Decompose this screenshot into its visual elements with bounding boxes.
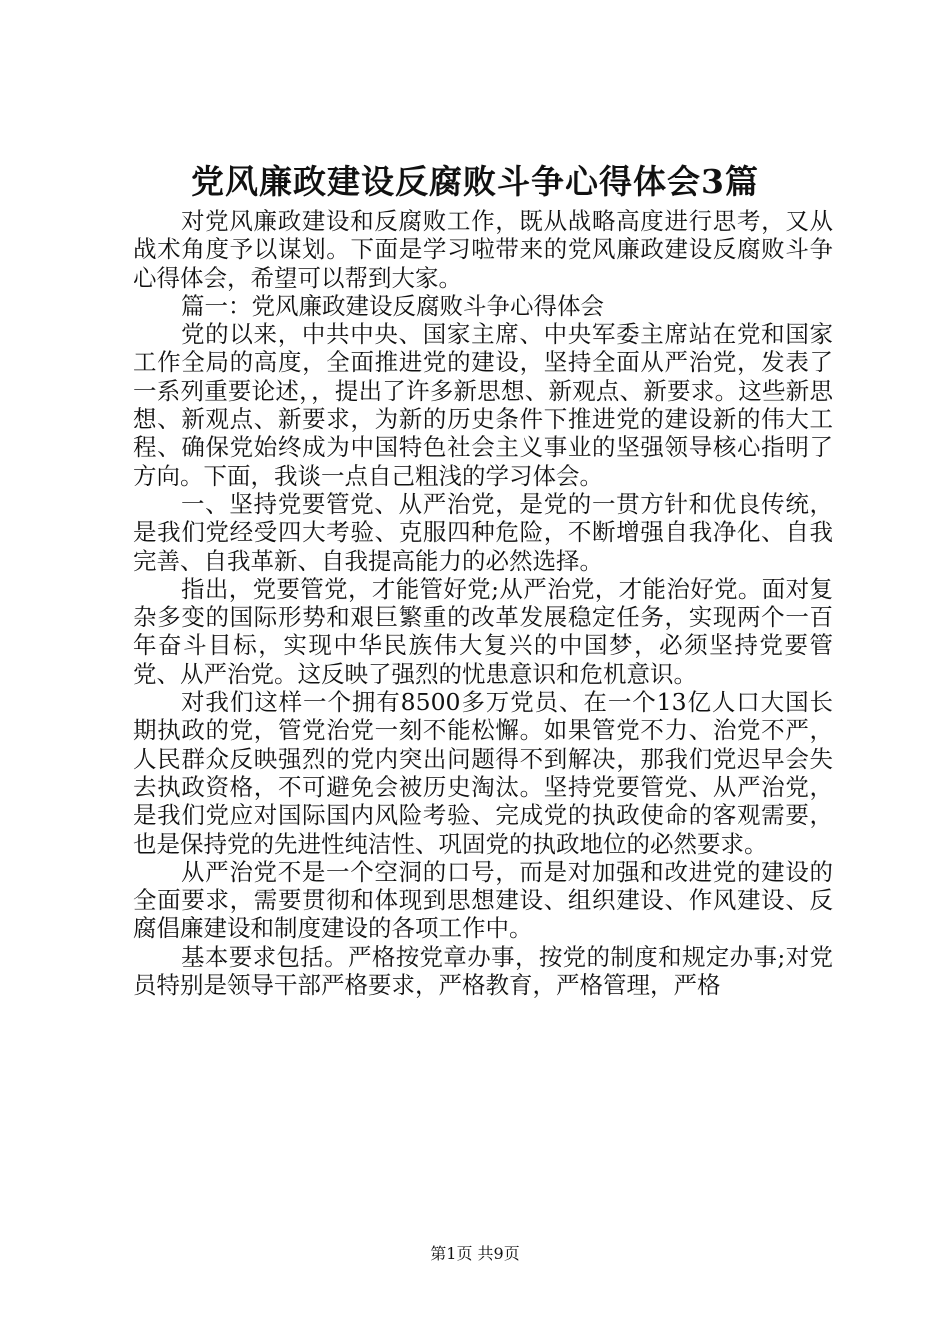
paragraph: 基本要求包括。严格按党章办事，按党的制度和规定办事;对党员特别是领导干部严格要求，严格教育，严格管理，严格 bbox=[133, 942, 833, 1000]
paragraph: 党的以来，中共中央、国家主席、中央军委主席站在党和国家工作全局的高度，全面推进党的建设，坚持全面从严治党，发表了一系列重要论述，，提出了许多新思想、新观点、新要求。这些新思想、新观点、新要求，为新的历史条件下推进党的建设新的伟大工程、确保党始终成为中国特色社会主义事业的坚强领导核心指明了方向。下面，我谈一点自己粗浅的学习体会。 bbox=[133, 320, 833, 490]
document-title: 党风廉政建设反腐败斗争心得体会3篇 bbox=[191, 162, 759, 201]
paragraph: 指出，党要管党，才能管好党;从严治党，才能治好党。面对复杂多变的国际形势和艰巨繁重的改革发展稳定任务，实现两个一百年奋斗目标，实现中华民族伟大复兴的中国梦，必须坚持党要管党、从严治党。这反映了强烈的忧患意识和危机意识。 bbox=[133, 574, 833, 688]
page-number-footer: 第1页 共9页 bbox=[430, 1244, 520, 1263]
paragraph: 一、坚持党要管党、从严治党，是党的一贯方针和优良传统，是我们党经受四大考验、克服四种危险，不断增强自我净化、自我完善、自我革新、自我提高能力的必然选择。 bbox=[133, 489, 833, 575]
paragraph-section-heading: 篇一：党风廉政建设反腐败斗争心得体会 bbox=[181, 291, 604, 320]
paragraph-intro: 对党风廉政建设和反腐败工作，既从战略高度进行思考，又从战术角度予以谋划。下面是学习啦带来的党风廉政建设反腐败斗争心得体会，希望可以帮到大家。 bbox=[133, 207, 833, 292]
paragraph: 对我们这样一个拥有8500多万党员、在一个13亿人口大国长期执政的党，管党治党一刻不能松懈。如果管党不力、治党不严，人民群众反映强烈的党内突出问题得不到解决，那我们党迟早会失去执政资格，不可避免会被历史淘汰。坚持党要管党、从严治党，是我们党应对国际国内风险考验、完成党的执政使命的客观需要，也是保持党的先进性纯洁性、巩固党的执政地位的必然要求。 bbox=[133, 688, 833, 858]
paragraph: 从严治党不是一个空洞的口号，而是对加强和改进党的建设的全面要求，需要贯彻和体现到思想建设、组织建设、作风建设、反腐倡廉建设和制度建设的各项工作中。 bbox=[133, 857, 833, 943]
document-body bbox=[133, 207, 833, 999]
